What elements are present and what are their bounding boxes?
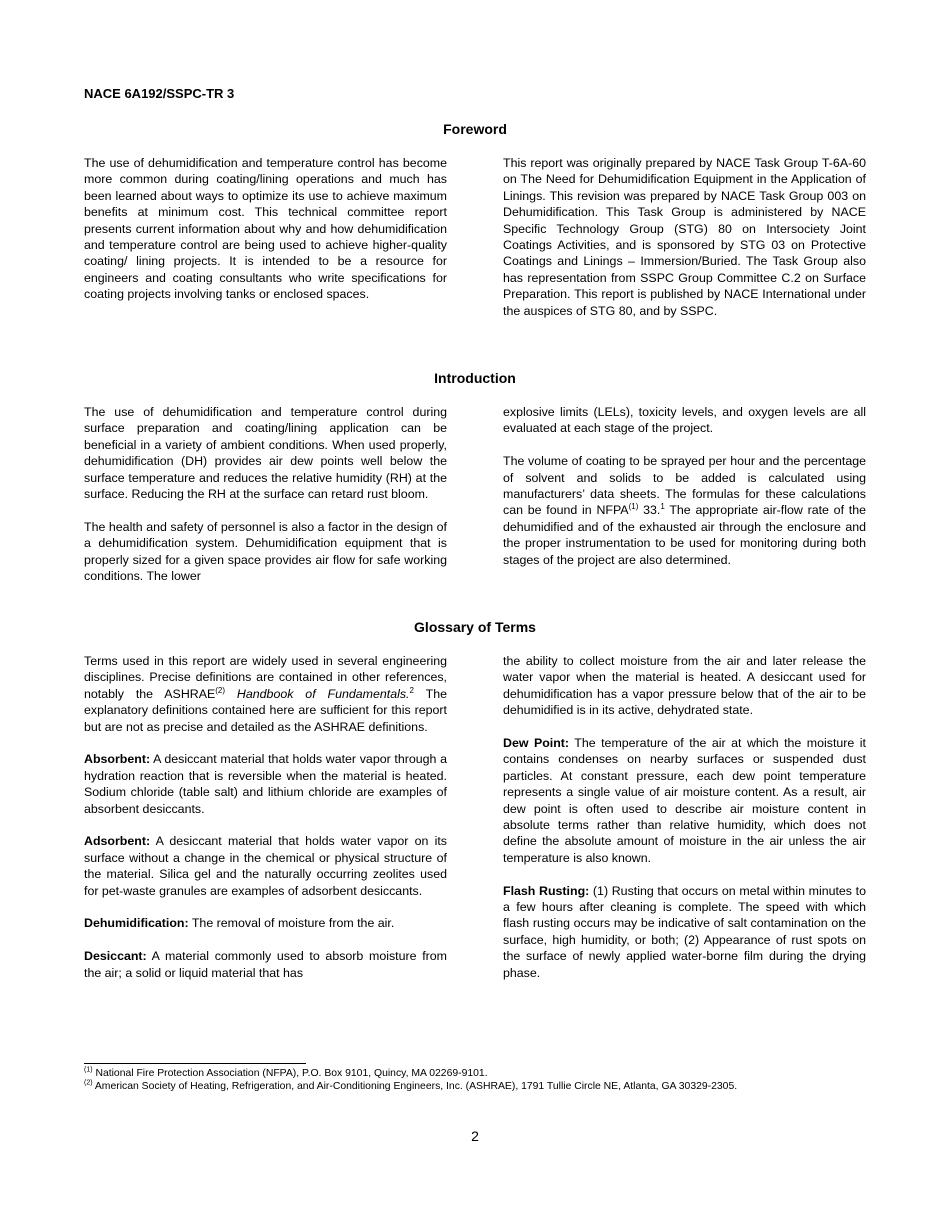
foreword-paragraph-left: The use of dehumidification and temperature control has become more common during coating/lining operations and much has been learned about ways to optimize its use to achieve maximum benefits at minimum cost. This technical committee report presents current information about why and how dehumidification and temperature control are being used to achieve higher-quality coating/ lining projects. It is intended to be a resource for engineers and coating consultants who write specifications for coating projects involving tanks or enclosed spaces.	[84, 156, 447, 302]
introduction-left-column	[84, 404, 447, 584]
footnotes	[84, 1067, 884, 1093]
glossary-term: Desiccant:	[84, 949, 147, 964]
glossary-term: Absorbent:	[84, 752, 151, 767]
footnote-ref-1: (1)	[628, 502, 639, 512]
reference-ref-2: 2	[409, 685, 414, 695]
page-number: 2	[471, 1128, 479, 1144]
glossary-term: Adsorbent:	[84, 834, 151, 849]
footnote-2: $^{(2)}$ American Society of Heating, Refrigeration, and Air-Conditioning Engineers, Inc. (ASHRAE), 1791 Tullie Circle NE, Atlanta, GA 30329-2305.	[84, 1079, 738, 1092]
introduction-paragraph-2: The health and safety of personnel is also a factor in the design of a dehumidification system. Dehumidification equipment that is properly sized for a given space provides air flow for safe working conditions. The lower	[84, 519, 447, 584]
glossary-entry-adsorbent: Adsorbent: A desiccant material that holds water vapor on its surface without a change in the chemical or physical structure of the material. Silica gel and the naturally occurring zeolites used for pet-waste granules are examples of adsorbent desiccants.	[84, 834, 447, 898]
glossary-entry-desiccant-continued: the ability to collect moisture from the air and later release the water vapor when the material is heated. A desiccant used for dehumidification has a vapor pressure below that of the air to be dehumidified is in its active, dehydrated state.	[503, 654, 866, 718]
reference-ref-1: 1	[660, 502, 665, 512]
introduction-paragraph-3: explosive limits (LELs), toxicity levels, and oxygen levels are all evaluated at each stage of the project.	[503, 405, 866, 436]
glossary-entry-flash-rusting: Flash Rusting: (1) Rusting that occurs on metal within minutes to a few hours after cleaning is complete. The speed with which flash rusting occurs may be indicative of salt contamination on the surface, high humidity, or both; (2) Appearance of rust spots on the surface of newly applied water-borne film during the drying phase.	[503, 883, 866, 980]
glossary-heading: Glossary of Terms	[414, 619, 536, 635]
footnote-separator	[84, 1063, 306, 1064]
footnote-ref-2: (2)	[215, 685, 226, 695]
introduction-right-column	[503, 404, 866, 568]
footnote-1: $^{(1)}$ National Fire Protection Association (NFPA), P.O. Box 9101, Quincy, MA 02269-9101.	[84, 1066, 488, 1079]
glossary-right-column	[503, 653, 866, 981]
foreword-right-column	[503, 155, 866, 319]
glossary-term: Dew Point:	[503, 736, 570, 751]
introduction-paragraph-1: The use of dehumidification and temperature control during surface preparation and coating/lining application can be beneficial in a variety of ambient conditions. When used properly, dehumidification (DH) provides air dew points well below the surface temperature and reduces the relative humidity (RH) at the surface. Reducing the RH at the surface can retard rust bloom.	[84, 405, 447, 502]
introduction-paragraph-4: The volume of coating to be sprayed per hour and the percentage of solvent and solids to be added is calculated using manufacturers’ data sheets. The formulas for these calculations can be found in NFPA$^{(1)}$ 33.$^1$ The appropriate air-flow rate of the dehumidified and of the exhausted air through the enclosure and the proper instrumentation to be used for monitoring during both stages of the project are also determined.	[503, 454, 866, 567]
glossary-left-column	[84, 653, 447, 981]
foreword-left-column	[84, 155, 447, 303]
introduction-heading: Introduction	[434, 370, 516, 386]
glossary-intro: Terms used in this report are widely used in several engineering disciplines. Precise definitions are contained in other references, notably the ASHRAE$^{(2)}$ Handbook of Fundamentals.$^2$ The explanatory definitions contained here are sufficient for this report but are not as precise and detailed as the ASHRAE definitions.	[84, 654, 447, 734]
glossary-entry-desiccant: Desiccant: A material commonly used to absorb moisture from the air; a solid or liquid material that has	[84, 949, 447, 980]
glossary-entry-dew-point: Dew Point: The temperature of the air at which the moisture it contains condenses on nearby surfaces or suspended dust particles. At constant pressure, each dew point temperature represents a single value of air moisture content. As a result, air dew point is often used to describe air moisture content in absolute terms rather than relative humidity, which does not define the absolute amount of moisture in the air unless the air temperature is also known.	[503, 736, 866, 865]
foreword-heading: Foreword	[443, 121, 507, 137]
glossary-term: Flash Rusting:	[503, 883, 590, 898]
glossary-entry-dehumidification: Dehumidification: The removal of moisture from the air.	[84, 916, 395, 931]
glossary-term: Dehumidification:	[84, 916, 189, 931]
document-id: NACE 6A192/SSPC-TR 3	[84, 86, 235, 101]
glossary-entry-absorbent: Absorbent: A desiccant material that holds water vapor through a hydration reaction that is reversible when the material is heated. Sodium chloride (table salt) and lithium chloride are examples of absorbent desiccants.	[84, 752, 447, 816]
foreword-paragraph-right: This report was originally prepared by NACE Task Group T-6A-60 on The Need for Dehumidification Equipment in the Application of Linings. This revision was prepared by NACE Task Group 003 on Dehumidification. This Task Group is administered by NACE Specific Technology Group (STG) 80 on Intersociety Joint Coatings Activities, and is sponsored by STG 03 on Protective Coatings and Linings – Immersion/Buried. The Task Group also has representation from SSPC Group Committee C.2 on Surface Preparation. This report is published by NACE International under the auspices of STG 80, and by SSPC.	[503, 156, 866, 318]
